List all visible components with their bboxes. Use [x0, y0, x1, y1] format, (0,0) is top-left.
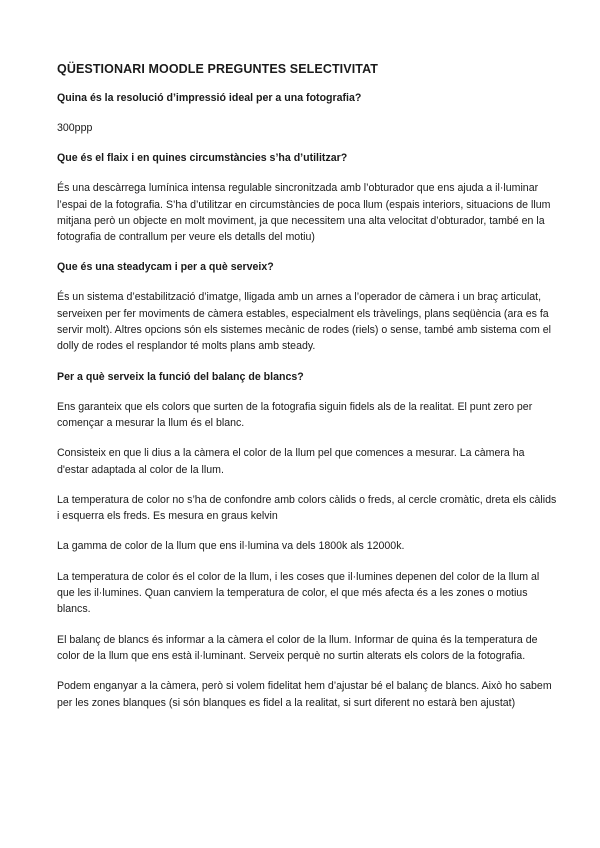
answer-flash: És una descàrrega lumínica intensa regulable sincronitzada amb l’obturador que ens ajuda a il·luminar l’espai de la fotografia. S’ha d’utilitzar en circumstàncies de poca llum (espais interiors, situacions de llum mitjana però un objecte en molt moviment, ja que necessitem una alta velocitat d’obturador, també en la fotografia de contrallum per veure els detalls del motiu): [57, 182, 551, 244]
answer-resolution: 300ppp: [57, 122, 93, 134]
question-flash: Que és el flaix i en quines circumstàncies s’ha d’utilitzar?: [57, 152, 348, 165]
question-white-balance: Per a què serveix la funció del balanç de blancs?: [57, 370, 304, 383]
answer-white-balance-7: Podem enganyar a la càmera, però si volem fidelitat hem d’ajustar bé el balanç de blancs. Això ho sabem per les zones blanques (si són blanques es fidel a la realitat, si surt diferent no estarà ben ajustat): [57, 680, 552, 709]
question-resolution: Quina és la resolució d’impressió ideal per a una fotografia?: [57, 92, 362, 104]
answer-white-balance-4: La gamma de color de la llum que ens il·lumina va dels 1800k als 12000k.: [57, 540, 405, 553]
document-title: QÜESTIONARI MOODLE PREGUNTES SELECTIVITAT: [57, 62, 379, 76]
answer-white-balance-2: Consisteix en que li dius a la càmera el color de la llum pel que comences a mesurar. La càmera ha d'estar adaptada al color de la llum.: [57, 447, 525, 476]
answer-steadycam: És un sistema d’estabilització d’imatge, lligada amb un arnes a l’operador de càmera i un braç articulat, serveixen per fer moviments de càmera estables, especialment els tràvelings, plans seqüència (ara es fa servir molt). Altres opcions són els sistemes mecànic de rodes (riels) o sense, també amb sistema com el dolly de rodes el resplandor té molts plans amb steady.: [57, 291, 551, 353]
answer-white-balance-1: Ens garanteix que els colors que surten de la fotografia siguin fidels als de la realitat. El punt zero per començar a mesurar la llum és el blanc.: [57, 400, 533, 429]
answer-white-balance-6: El balanç de blancs és informar a la càmera el color de la llum. Informar de quina és la temperatura de color de la llum que ens està il·luminant. Serveix perquè no surtin alterats els colors de la fotografia.: [57, 633, 538, 662]
answer-white-balance-5: La temperatura de color és el color de la llum, i les coses que il·lumines depenen del color de la llum al que les il·lumines. Quan canviem la temperatura de color, el que més afecta és a les zones o motius blancs.: [57, 570, 540, 616]
document-page: [57, 62, 557, 725]
answer-white-balance-3: La temperatura de color no s’ha de confondre amb colors càlids o freds, al cercle cromàtic, dreta els càlids i esquerra els freds. Es mesura en graus kelvin: [57, 493, 557, 523]
question-steadycam: Que és una steadycam i per a què serveix?: [57, 261, 274, 274]
